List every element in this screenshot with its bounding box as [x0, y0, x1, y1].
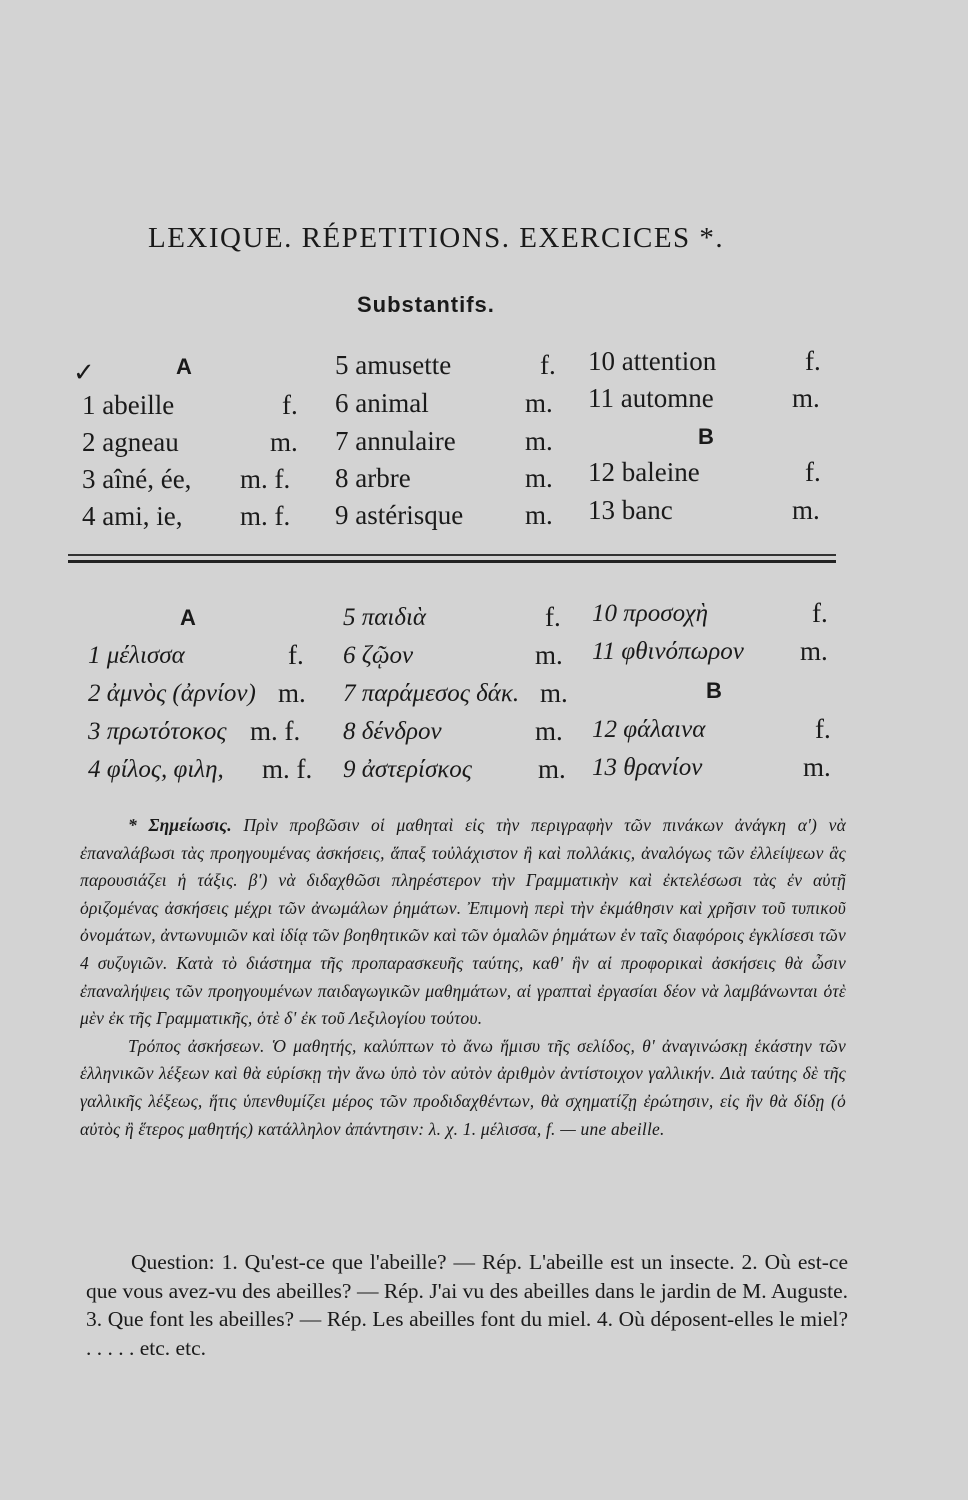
greek-word: 8 δένδρον: [343, 718, 442, 745]
greek-gender: m.: [278, 678, 306, 708]
greek-word: 12 φάλαινα: [592, 716, 706, 743]
greek-gender: f.: [288, 640, 304, 670]
footnote-paragraph: [80, 812, 846, 1033]
greek-gender: m. f.: [262, 754, 313, 784]
divider-rule: [68, 560, 836, 563]
latin-gender: m. f.: [240, 501, 291, 531]
latin-word: 10 attention: [588, 346, 717, 376]
latin-word: 11 automne: [588, 383, 714, 413]
exercise-method-text: Ὁ μαθητής, καλύπτων τὸ ἄνω ἥμισυ τῆς σελίδος, θ' ἀναγινώσκῃ ἑκάστην τῶν ἑλληνικῶν λέξεων καὶ θὰ εὑρίσκῃ τὴν ἄνω ὑπὸ τὸν αὐτὸν ἀριθμὸν ἀντίστοιχον γαλλικήν. Διὰ ταύτης δὲ τῆς γαλλικῆς λέξεως, ἥτις ὑπενθυμίζει μέρος τῶν προδιδαχθέντων, θὰ σχηματίζῃ ἐρώτησιν, εἰς ἣν θὰ δίδῃ (ὁ αὐτὸς ἢ ἕτερος μαθητής) κατάλληλον ἀπάντησιν: λ. χ. 1. μέλισσα, f. — une abeille.: [80, 1035, 846, 1139]
latin-gender: m.: [525, 426, 553, 456]
greek-word: 4 φίλος, φιλη,: [88, 756, 224, 783]
latin-word: 5 amusette: [335, 350, 452, 380]
latin-word: 7 annulaire: [335, 426, 456, 456]
latin-gender: f.: [805, 457, 821, 487]
greek-header-a: A: [180, 605, 196, 630]
latin-gender: m.: [792, 495, 820, 525]
latin-word: 3 aîné, ée,: [82, 464, 192, 494]
section-subtitle: Substantifs.: [357, 292, 495, 317]
greek-gender: m.: [535, 640, 563, 670]
question-text: Question: 1. Qu'est-ce que l'abeille? — Rép. L'abeille est un insecte. 2. Où est-ce que vous avez-vu des abeilles? — Rép. J'ai vu des abeilles dans le jardin de M. Auguste. 3. Que font les abeilles? — Rép. Les abeilles font du miel. 4. Où déposent-elles le miel? . . . . . etc. etc.: [86, 1250, 848, 1360]
greek-word: 6 ζῷον: [343, 642, 414, 669]
latin-word: 4 ami, ie,: [82, 501, 183, 531]
greek-word: 11 φθινόπωρον: [592, 638, 744, 665]
greek-gender: m.: [538, 754, 566, 784]
latin-gender: m.: [792, 383, 820, 413]
greek-gender: m.: [535, 716, 563, 746]
greek-word: 2 ἀμνὸς (ἀρνίον): [88, 680, 256, 707]
latin-gender: f.: [282, 390, 298, 420]
latin-gender: f.: [540, 350, 556, 380]
exercise-method-paragraph: [80, 1033, 846, 1143]
exercise-method-label: Τρόπος ἀσκήσεων.: [128, 1035, 265, 1056]
latin-word: 8 arbre: [335, 463, 411, 493]
latin-word: 6 animal: [335, 388, 429, 418]
greek-word: 7 παράμεσος δάκ.: [343, 680, 520, 707]
latin-gender: f.: [805, 346, 821, 376]
greek-gender: m. f.: [250, 716, 301, 746]
latin-gender: m.: [525, 463, 553, 493]
greek-gender: m.: [800, 636, 828, 666]
footnote: [80, 812, 846, 1143]
greek-header-b: B: [706, 678, 722, 703]
latin-header-a: A: [176, 354, 192, 379]
latin-header-b: B: [698, 424, 714, 449]
greek-gender: f.: [815, 714, 831, 744]
check-mark-icon: ✓: [73, 358, 95, 387]
greek-word: 1 μέλισσα: [88, 642, 185, 669]
greek-gender: m.: [540, 678, 568, 708]
example-question: [86, 1248, 848, 1362]
latin-word: 9 astérisque: [335, 500, 464, 530]
footnote-label: * Σημείωσις.: [128, 815, 232, 835]
page-title: LEXIQUE. RÉPETITIONS. EXERCICES *.: [148, 222, 725, 254]
latin-word: 12 baleine: [588, 457, 700, 487]
latin-gender: m.: [270, 427, 298, 457]
latin-gender: m.: [525, 500, 553, 530]
latin-word: 2 agneau: [82, 427, 179, 457]
greek-word: 13 θρανίον: [592, 754, 703, 781]
latin-gender: m.: [525, 388, 553, 418]
latin-word: 1 abeille: [82, 390, 175, 420]
divider-rule: [68, 554, 836, 556]
footnote-text: Πρὶν προβῶσιν οἱ μαθηταὶ εἰς τὴν περιγραφὴν τῶν πινάκων ἀνάγκη α') νὰ ἐπαναλάβωσι τὰς προηγουμένας ἀσκήσεις, ἅπαξ τοὐλάχιστον ἢ καὶ πολλάκις, ἀναλόγως τῶν ἐλλείψεων ἃς παρουσιάζει ἡ τάξις. β') νὰ διδαχθῶσι πληρέστερον τὴν Γραμματικὴν καὶ ἐκτελέσωσι τὰς ἐν αὐτῇ ὁριζομένας ἀσκήσεις μέχρι τῶν ἀνωμάλων ῥημάτων. Ἐπιμονὴ περὶ τὴν ἐκμάθησιν καὶ χρῆσιν τοῦ τυπικοῦ ὀνομάτων, ἀντωνυμιῶν καὶ ἰδίᾳ τῶν βοηθητικῶν καὶ τῶν ὁμαλῶν ῥημάτων ἐν ταῖς διαφόροις ἐγκλίσεσι τῶν 4 συζυγιῶν. Κατὰ τὸ διάστημα τῆς προπαρασκευῆς ταύτης, καθ' ἣν αἱ προφορικαὶ ἀσκήσεις θὰ ὦσιν ἐπαναλήψεις τῶν προηγουμένων παιδαγωγικῶν μαθημάτων, αἱ γραπταὶ ἐργασίαι δέον νὰ λαμβάνωνται ὁτὲ μὲν ἐκ τῆς Γραμματικῆς, ὁτὲ δ' ἐκ τοῦ Λεξιλογίου τούτου.: [80, 815, 846, 1029]
greek-gender: f.: [545, 602, 561, 632]
latin-word: 13 banc: [588, 495, 673, 525]
greek-word: 3 πρωτότοκος: [88, 718, 227, 745]
greek-gender: f.: [812, 598, 828, 628]
latin-gender: m. f.: [240, 464, 291, 494]
greek-word: 10 προσοχὴ: [592, 600, 709, 627]
greek-word: 5 παιδιὰ: [343, 604, 427, 631]
greek-gender: m.: [803, 752, 831, 782]
greek-word: 9 ἀστερίσκος: [343, 756, 472, 783]
